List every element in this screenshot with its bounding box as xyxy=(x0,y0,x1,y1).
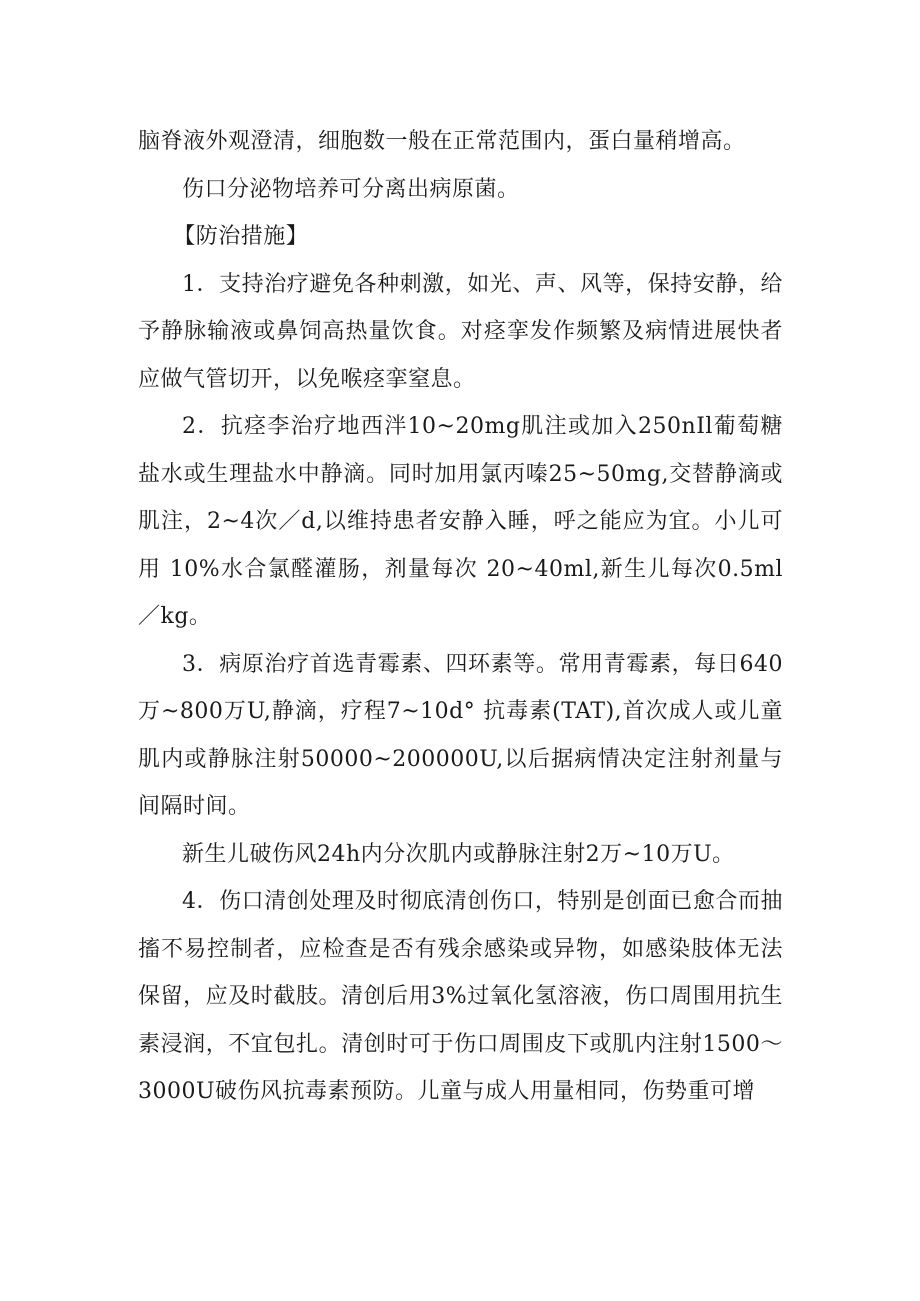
document-page xyxy=(138,118,783,1116)
paragraph-wound-debridement: 4．伤口清创处理及时彻底清创伤口，特别是创面已愈合而抽搐不易控制者，应检查是否有残余感染或异物，如感染肢体无法保留，应及时截肢。清创后用3%过氧化氢溶液，伤口周围用抗生素浸润，不宜包扎。清创时可于伤口周围皮下或肌内注射1500～3000U破伤风抗毒素预防。儿童与成人用量相同，伤势重可增 xyxy=(138,889,783,1104)
paragraph-neonatal-dosage: 新生儿破伤风24h内分次肌内或静脉注射2万~10万U。 xyxy=(182,841,735,867)
paragraph-anticonvulsant-treatment: 2．抗痉李治疗地西泮10~20mg肌注或加入250nIl葡萄糖盐水或生理盐水中静滴。同时加用氯丙嗪25~50mg,交替静滴或肌注，2~4次／d,以维持患者安静入睡，呼之能应为宜。小儿可用 10%水合氯醛灌肠，剂量每次 20~40ml,新生儿每次0.5ml／kg。 xyxy=(138,414,783,629)
section-heading-prevention-treatment: 【防治措施】 xyxy=(173,224,309,249)
paragraph-supportive-treatment: 1．支持治疗避免各种刺激，如光、声、风等，保持安静，给予静脉输液或鼻饲高热量饮食。对痉挛发作频繁及病情进展快者应做气管切开，以免喉痉挛窒息。 xyxy=(138,271,783,392)
paragraph-csf-findings: 脑脊液外观澄清，细胞数一般在正常范围内，蛋白量稍增高。 xyxy=(138,129,746,154)
paragraph-wound-culture: 伤口分泌物培养可分离出病原菌。 xyxy=(182,176,520,202)
paragraph-pathogen-treatment: 3．病原治疗首选青霉素、四环素等。常用青霉素，每日640万~800万U,静滴，疗程7~10d° 抗毒素(TAT),首次成人或儿童肌内或静脉注射50000~200000U,以后据病情决定注射剂量与间隔时间。 xyxy=(138,651,783,819)
